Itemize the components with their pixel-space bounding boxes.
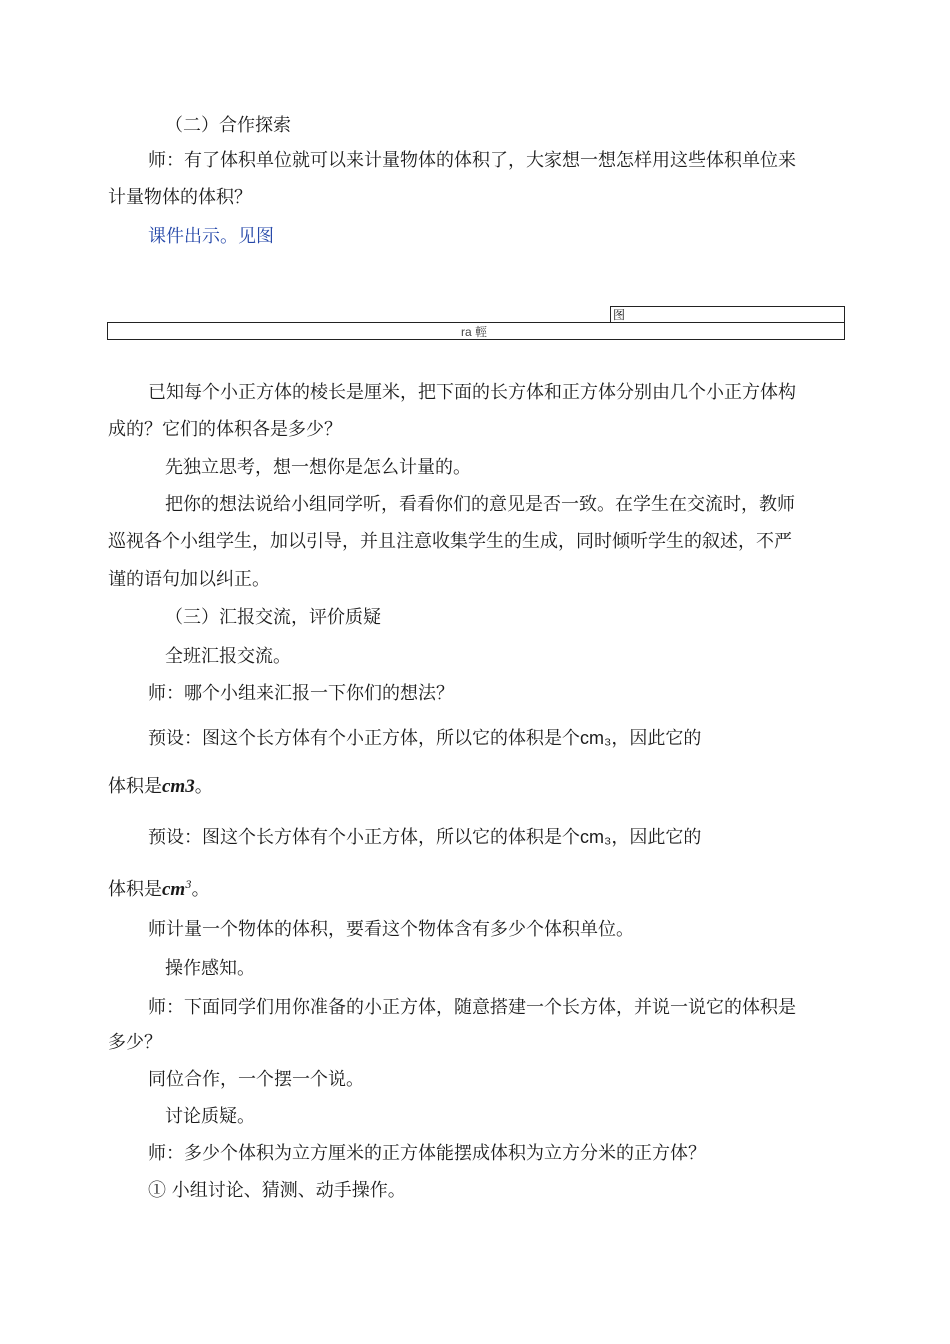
teacher-paragraph-line2: 计量物体的体积？ [108, 187, 252, 208]
preset1-unit: cm₃ [580, 728, 612, 748]
share-line1: 把你的想法说给小组同学听，看看你们的意见是否一致。在学生在交流时，教师 [165, 494, 795, 515]
teacher-ask-text: 师：哪个小组来汇报一下你们的想法？ [148, 683, 454, 704]
section-heading-cooperative-exploration: （二）合作探索 [165, 115, 291, 136]
section-heading-report: （三）汇报交流，评价质疑 [165, 607, 381, 628]
pair-work-text: 同位合作，一个摆一个说。 [148, 1069, 364, 1090]
teacher-question-text: 师：多少个体积为立方厘米的正方体能摆成体积为立方分米的正方体？ [148, 1143, 706, 1164]
share-line3: 谨的语句加以纠正。 [108, 569, 270, 590]
preset2-result-line [108, 874, 210, 902]
preset2-superscript: 3 [185, 880, 192, 891]
preset1-line [148, 726, 701, 751]
preset2-unit: cm₃ [580, 827, 612, 847]
preset1-result-line [108, 775, 213, 799]
operate-text: 操作感知。 [165, 958, 255, 979]
task-line2: 成的？它们的体积各是多少？ [108, 419, 342, 440]
preset2-text-c: 体积是 [108, 879, 162, 900]
figure-label-bottom: ra 輕 [461, 325, 488, 339]
preset2-line [148, 825, 701, 850]
share-line2: 巡视各个小组学生，加以引导，并且注意收集学生的生成，同时倾听学生的叙述，不严 [108, 531, 792, 552]
think-instruction: 先独立思考，想一想你是怎么计量的。 [165, 457, 471, 478]
preset2-text-a: 预设：图这个长方体有个小正方体，所以它的体积是个 [148, 827, 580, 848]
step1-text: ① 小组讨论、猜测、动手操作。 [148, 1180, 406, 1201]
preset1-value: cm3 [162, 776, 195, 797]
preset1-text-c: 体积是 [108, 776, 162, 797]
figure-caption-box [610, 306, 845, 323]
preset2-text-b: ，因此它的 [611, 827, 702, 848]
figure-image-box [107, 322, 845, 340]
preset2-end: 。 [191, 879, 210, 900]
teacher-paragraph-line1: 师：有了体积单位就可以来计量物体的体积了，大家想一想怎样用这些体积单位来 [148, 150, 796, 171]
preset1-text-b: ，因此它的 [611, 728, 702, 749]
teacher-measure-text: 师计量一个物体的体积，要看这个物体含有多少个体积单位。 [148, 919, 634, 940]
preset1-end: 。 [194, 776, 213, 797]
teacher-build-line2: 多少？ [108, 1032, 162, 1053]
teacher-build-line1: 师：下面同学们用你准备的小正方体，随意搭建一个长方体，并说一说它的体积是 [148, 997, 796, 1018]
task-line1: 已知每个小正方体的棱长是厘米，把下面的长方体和正方体分别由几个小正方体构 [148, 382, 796, 403]
figure-label-top: 图 [613, 308, 626, 322]
preset1-text-a: 预设：图这个长方体有个小正方体，所以它的体积是个 [148, 728, 580, 749]
discuss-text: 讨论质疑。 [165, 1106, 255, 1127]
class-report-text: 全班汇报交流。 [165, 646, 291, 667]
preset2-value: cm [162, 879, 186, 900]
courseware-link-text: 课件出示。见图 [148, 226, 274, 247]
